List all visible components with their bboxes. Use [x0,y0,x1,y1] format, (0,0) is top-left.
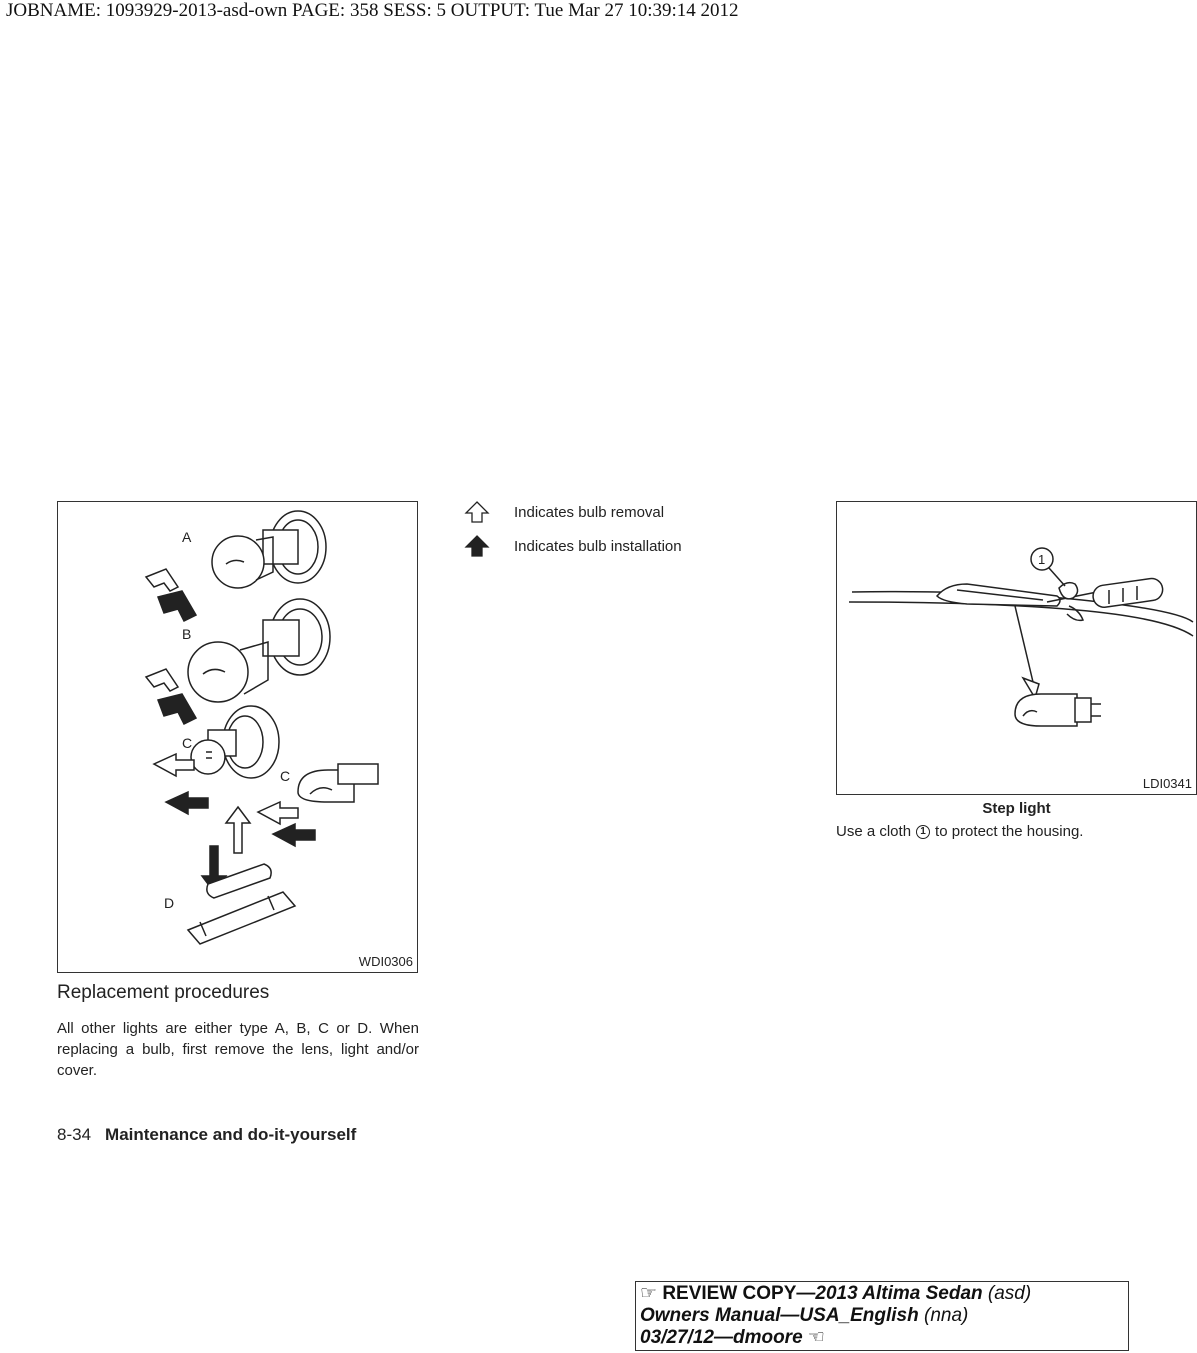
step-light-illustration [837,502,1195,793]
outline-up-arrow-icon [462,500,492,524]
bulb-types-illustration [58,502,416,971]
section-name: Maintenance and do-it-yourself [105,1125,357,1144]
review-copy-box [635,1281,1129,1351]
figure-caption: Step light [982,800,1051,817]
figure-code-right: LDI0341 [1142,776,1192,791]
filled-up-arrow-icon [462,534,492,558]
page-footer [57,1125,356,1145]
pointing-hand-left-icon: ☜ [807,1327,825,1348]
bulb-types-figure [57,501,418,973]
step-light-figure [836,501,1197,795]
body-paragraph: All other lights are either type A, B, C or D. When replacing a bulb, first remove the lens, light and/or cover. [57,1020,419,1079]
review-line-3: 03/27/12—dmoore ☜ [640,1327,825,1348]
page-number: 8-34 [57,1125,92,1144]
job-line: JOBNAME: 1093929-2013-asd-own PAGE: 358 SESS: 5 OUTPUT: Tue Mar 27 10:39:14 2012 [6,0,739,21]
figure-code-left: WDI0306 [358,954,413,969]
legend-installation-text: Indicates bulb installation [514,537,682,555]
callout-1: 1 [1038,552,1046,567]
review-line-1: ☞ REVIEW COPY—2013 Altima Sedan (asd) [640,1283,1032,1304]
section-heading: Replacement procedures [57,982,270,1003]
label-c-wedge: C [280,768,291,784]
legend-removal [462,500,664,524]
note-before: Use a cloth [836,823,912,840]
label-c: C [182,735,193,751]
legend-installation [462,534,682,558]
review-line-2: Owners Manual—USA_English (nna) [640,1305,969,1326]
legend-removal-text: Indicates bulb removal [514,503,665,521]
label-b: B [182,626,192,642]
pointing-hand-icon: ☞ [640,1283,658,1304]
note-after: to protect the housing. [935,823,1084,840]
cloth-note [836,823,1083,840]
label-d: D [164,895,175,911]
label-a: A [182,529,192,545]
circled-number-1: 1 [916,825,930,839]
